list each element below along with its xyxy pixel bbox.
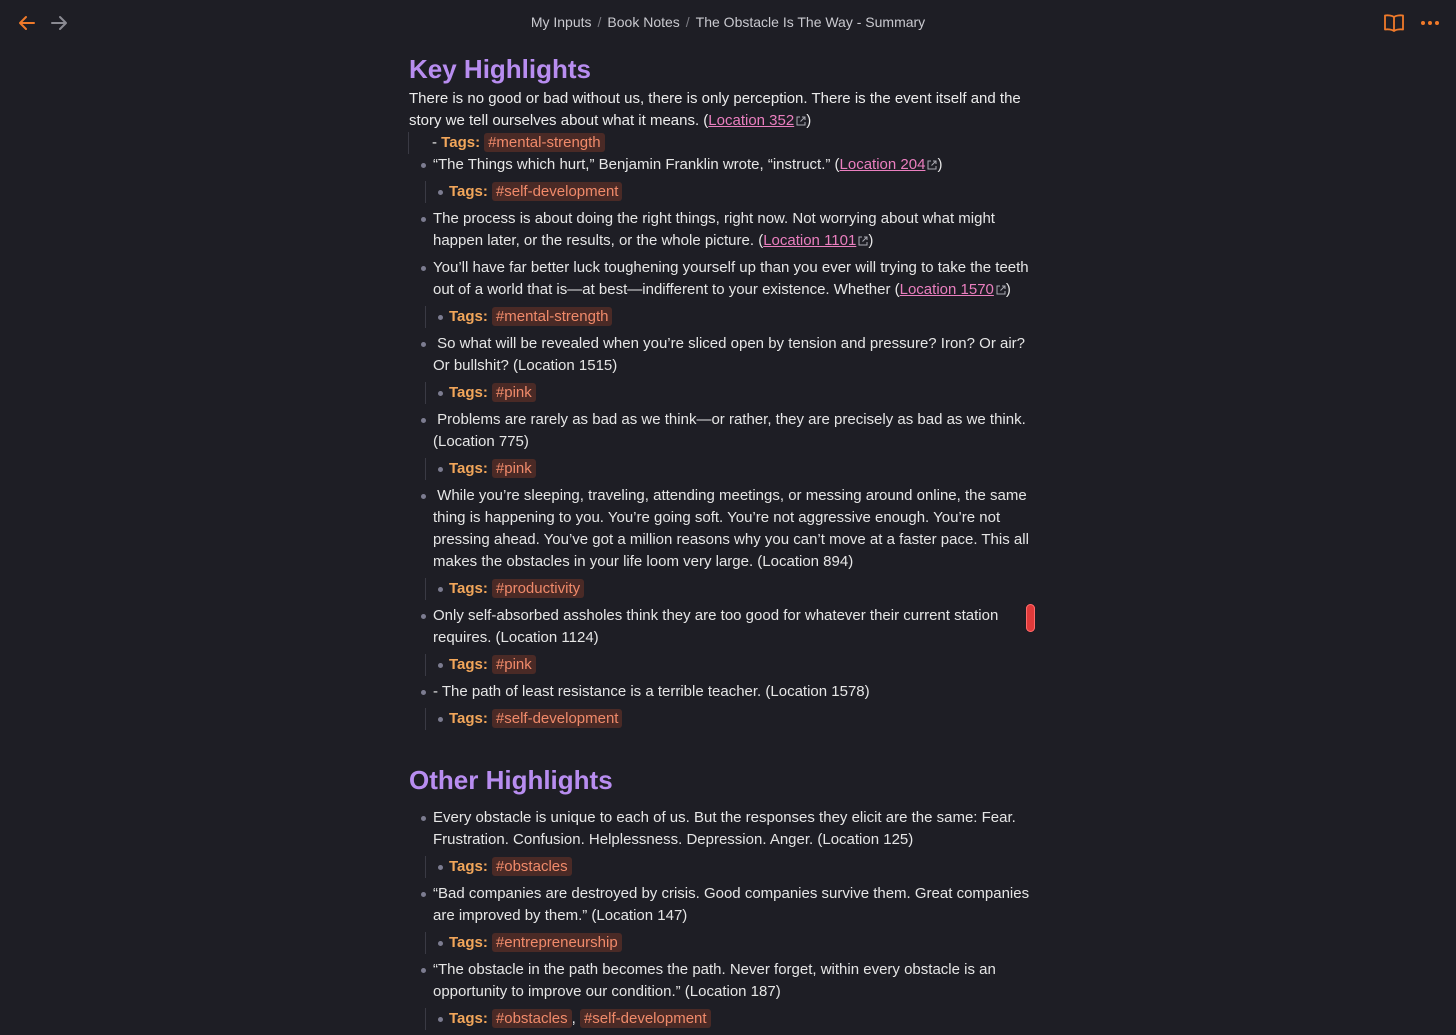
highlight-text: “The obstacle in the path becomes the path. Never forget, within every obstacle is an opportunity to improve our condition.” (Location 187) — [433, 961, 996, 1000]
tag[interactable]: #pink — [492, 383, 536, 402]
highlight-text: Only self-absorbed assholes think they are too good for whatever their current station requires. (Location 1124) — [433, 607, 999, 646]
highlight-text: “Bad companies are destroyed by crisis. Good companies survive them. Great companies are improved by them.” (Location 147) — [433, 885, 1030, 924]
tags-row — [425, 708, 1043, 730]
highlight-text: Problems are rarely as bad as we think—or rather, they are precisely as bad as we think. (Location 775) — [433, 411, 1026, 450]
highlight-text: You’ll have far better luck toughening yourself up than you ever will trying to take the teeth out of a world that is—at best—indifferent to your existence. Whether ( — [433, 259, 1029, 298]
tags-row — [425, 458, 1043, 480]
external-link-icon — [858, 236, 868, 246]
tag[interactable]: #mental-strength — [492, 307, 613, 326]
tags-label: Tags: — [449, 183, 488, 200]
intro-text: There is no good or bad without us, there is only perception. There is the event itself and the story we tell ourselves about what it means. ( — [409, 90, 1021, 129]
external-link-icon — [927, 160, 937, 170]
other-highlights-list — [409, 807, 1049, 1030]
tags-row — [425, 306, 1043, 328]
tags-label: Tags: — [449, 710, 488, 727]
tag[interactable]: #obstacles — [492, 857, 572, 876]
highlight-item — [409, 807, 1043, 878]
tag[interactable]: #pink — [492, 655, 536, 674]
highlight-text: While you’re sleeping, traveling, attending meetings, or messing around online, the same thing is happening to you. You’re going soft. You’re not aggressive enough. You’re not pressing ahead. You’ve got a million reasons why you can’t move at a faster pace. This all makes the obstacles in your life loom very large. (Location 894) — [433, 487, 1029, 570]
tags-row — [425, 932, 1043, 954]
highlight-text: - The path of least resistance is a terrible teacher. (Location 1578) — [433, 683, 870, 700]
highlight-item — [409, 485, 1043, 600]
section-heading-key-highlights: Key Highlights — [409, 54, 592, 84]
top-bar — [0, 0, 1456, 46]
tag[interactable]: #obstacles — [492, 1009, 572, 1028]
highlight-item — [409, 681, 1043, 730]
tags-label: Tags: — [449, 656, 488, 673]
highlight-item: The process is about doing the right things, right now. Not worrying about what might happen later, or the results, or the whole picture. (Location 1101 ) — [409, 208, 1043, 257]
highlight-text: Every obstacle is unique to each of us. But the responses they elicit are the same: Fear. Frustration. Confusion. Helplessness. Depression. Anger. (Location 125) — [433, 809, 1016, 848]
highlight-item — [409, 959, 1043, 1030]
tags-label: Tags: — [449, 934, 488, 951]
tags-row — [425, 578, 1043, 600]
highlight-item — [409, 883, 1043, 954]
tags-row — [425, 382, 1043, 404]
tags-label: Tags: — [449, 858, 488, 875]
tag[interactable]: #self-development — [580, 1009, 711, 1028]
highlight-item — [409, 409, 1043, 480]
highlight-item — [409, 605, 1043, 676]
more-options-button[interactable] — [1418, 12, 1442, 34]
more-options-icon — [1420, 20, 1440, 26]
breadcrumb-item-book-notes[interactable]: Book Notes — [607, 14, 680, 30]
tags-row — [425, 856, 1043, 878]
highlight-item: You’ll have far better luck toughening yourself up than you ever will trying to take the teeth out of a world that is—at best—indifferent to your existence. Whether (Location 1570 ) Tags: #mental-strength — [409, 257, 1043, 328]
breadcrumb — [0, 14, 1456, 30]
breadcrumb-item-current-note[interactable]: The Obstacle Is The Way - Summary — [695, 14, 926, 30]
scrollbar-thumb[interactable] — [1026, 604, 1035, 632]
tags-label: Tags: — [449, 580, 488, 597]
key-highlights-list — [409, 154, 1049, 730]
tag[interactable]: #self-development — [492, 182, 623, 201]
tag[interactable]: #self-development — [492, 709, 623, 728]
highlight-text: The process is about doing the right things, right now. Not worrying about what might happen later, or the results, or the whole picture. ( — [433, 210, 995, 249]
highlight-item — [409, 333, 1043, 404]
reading-view-button[interactable] — [1382, 12, 1406, 34]
intro-tags: - Tags: #mental-strength — [408, 132, 1049, 154]
tag[interactable]: #pink — [492, 459, 536, 478]
intro-highlight: There is no good or bad without us, there is only perception. There is the event itself and the story we tell ourselves about what it means. (Location 352 ) — [409, 90, 1021, 129]
location-link[interactable]: Location 1570 — [899, 281, 994, 298]
tags-label: Tags: — [449, 308, 488, 325]
tags-label: Tags: — [441, 134, 481, 151]
tag-separator: , — [571, 1010, 580, 1027]
location-link[interactable]: Location 1101 — [763, 232, 857, 249]
tags-row — [425, 654, 1043, 676]
breadcrumb-separator: / — [685, 14, 690, 30]
tags-label: Tags: — [449, 460, 488, 477]
highlight-item: “The Things which hurt,” Benjamin Franklin wrote, “instruct.” (Location 204 ) Tags: #self-development — [409, 154, 1043, 203]
tag[interactable]: #productivity — [492, 579, 584, 598]
breadcrumb-item-my-inputs[interactable]: My Inputs — [530, 14, 592, 30]
breadcrumb-separator: / — [597, 14, 602, 30]
highlight-text: “The Things which hurt,” Benjamin Franklin wrote, “instruct.” ( — [433, 156, 840, 173]
external-link-icon — [996, 285, 1006, 295]
toolbar-right — [1382, 12, 1442, 34]
book-open-icon — [1383, 13, 1405, 33]
tag[interactable]: #entrepreneurship — [492, 933, 622, 952]
tags-label: Tags: — [449, 1010, 488, 1027]
tag[interactable]: #mental-strength — [484, 133, 605, 152]
tags-label: Tags: — [449, 384, 488, 401]
tags-row — [425, 181, 1043, 203]
note-content — [409, 50, 1049, 1035]
external-link-icon — [796, 116, 806, 126]
location-link[interactable]: Location 204 — [839, 156, 926, 173]
section-heading-other-highlights: Other Highlights — [409, 765, 613, 795]
location-link[interactable]: Location 352 — [708, 112, 795, 129]
highlight-text: So what will be revealed when you’re sliced open by tension and pressure? Iron? Or air? Or bullshit? (Location 1515) — [433, 335, 1026, 374]
